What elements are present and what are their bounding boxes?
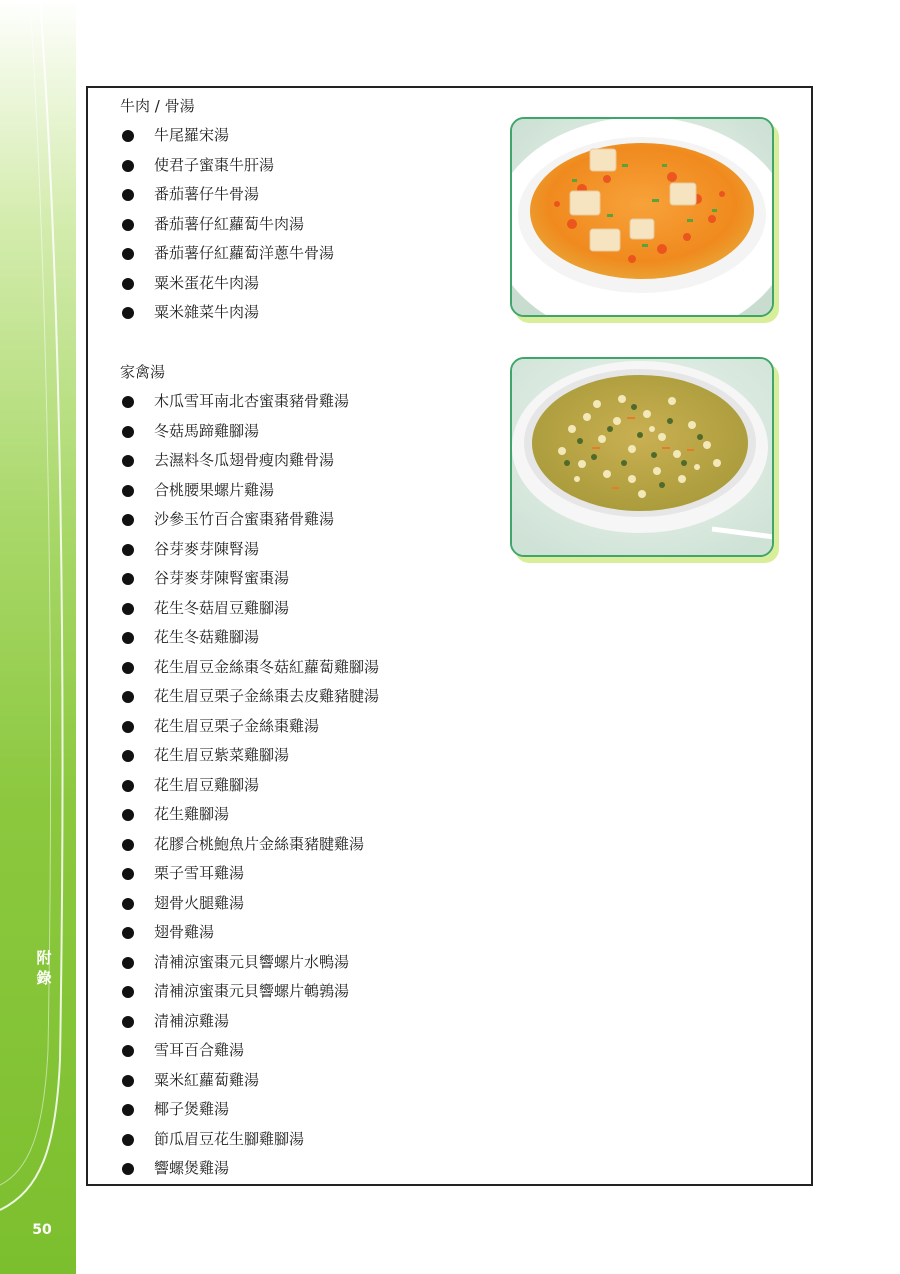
bullet-icon: [122, 1134, 134, 1146]
list-item: [120, 948, 379, 978]
soup-name: 花生眉豆栗子金絲棗雞湯: [154, 716, 320, 735]
bullet-icon: [122, 603, 134, 615]
soup-name: 節瓜眉豆花生腳雞腳湯: [154, 1129, 305, 1148]
soup-name: 花生冬菇眉豆雞腳湯: [154, 598, 290, 617]
soup-name: 谷芽麥芽陳腎蜜棗湯: [154, 569, 290, 587]
list-item: [120, 623, 379, 653]
bullet-icon: [122, 1163, 134, 1175]
list-item: [120, 269, 334, 299]
list-item: [120, 889, 379, 919]
soup-name: 花生冬菇雞腳湯: [154, 628, 260, 646]
list-item: [120, 505, 379, 535]
soup-name: 木瓜雪耳南北杏蜜棗豬骨雞湯: [154, 392, 350, 410]
list-item: [120, 594, 379, 624]
section-poultry-soup: [120, 357, 379, 1184]
bullet-icon: [122, 307, 134, 319]
list-item: [120, 712, 379, 742]
bullet-icon: [122, 927, 134, 939]
bullet-icon: [122, 1075, 134, 1087]
bullet-icon: [122, 514, 134, 526]
bullet-icon: [122, 691, 134, 703]
section-beef-bone-soup: [120, 91, 334, 328]
list-item: [120, 830, 379, 860]
soup-name: 粟米雜菜牛肉湯: [154, 303, 260, 321]
pasta-soup-photo: [510, 357, 774, 557]
bullet-icon: [122, 1045, 134, 1057]
list-item: [120, 564, 379, 594]
list-item: [120, 771, 379, 801]
bullet-icon: [122, 986, 134, 998]
page-number: 50: [32, 1222, 52, 1238]
section-heading: 牛肉 / 骨湯: [120, 97, 195, 115]
bullet-icon: [122, 809, 134, 821]
appendix-char: 附: [36, 949, 52, 967]
soup-name: 椰子煲雞湯: [154, 1100, 230, 1118]
soup-name: 粟米蛋花牛肉湯: [154, 273, 260, 292]
bullet-icon: [122, 130, 134, 142]
list-item: [120, 151, 334, 181]
bullet-icon: [122, 1104, 134, 1116]
bullet-icon: [122, 839, 134, 851]
bullet-icon: [122, 1016, 134, 1028]
bullet-icon: [122, 485, 134, 497]
soup-name: 清補涼雞湯: [154, 1011, 230, 1030]
bullet-icon: [122, 721, 134, 733]
list-item: [120, 800, 379, 830]
list-item: [120, 653, 379, 683]
bullet-icon: [122, 957, 134, 969]
soup-list: [120, 387, 379, 1184]
list-item: [120, 298, 334, 328]
bullet-icon: [122, 426, 134, 438]
soup-name: 翅骨火腿雞湯: [154, 893, 245, 912]
soup-name: 番茄薯仔紅蘿蔔洋蔥牛骨湯: [154, 244, 335, 262]
bullet-icon: [122, 189, 134, 201]
soup-name: 花生眉豆金絲棗冬菇紅蘿蔔雞腳湯: [154, 657, 380, 676]
soup-name: 番茄薯仔牛骨湯: [154, 185, 260, 203]
list-item: [120, 741, 379, 771]
soup-name: 清補涼蜜棗元貝響螺片水鴨湯: [154, 952, 350, 971]
list-item: [120, 1036, 379, 1066]
list-item: [120, 446, 379, 476]
bullet-icon: [122, 544, 134, 556]
list-item: [120, 682, 379, 712]
bullet-icon: [122, 278, 134, 290]
list-item: [120, 180, 334, 210]
soup-name: 花膠合桃鮑魚片金絲棗豬腱雞湯: [154, 834, 365, 853]
sidebar-curve-decoration: [0, 0, 76, 1274]
content-frame: [86, 86, 813, 1186]
bullet-icon: [122, 455, 134, 467]
soup-name: 翅骨雞湯: [154, 923, 215, 941]
sidebar-band: [0, 0, 76, 1274]
appendix-char: 錄: [36, 969, 52, 987]
appendix-label: [33, 948, 55, 988]
bullet-icon: [122, 662, 134, 674]
soup-name: 使君子蜜棗牛肝湯: [154, 155, 275, 174]
soup-name: 谷芽麥芽陳腎湯: [154, 539, 260, 558]
soup-list: [120, 121, 334, 328]
tomato-soup-image: [512, 119, 772, 315]
bullet-icon: [122, 750, 134, 762]
bullet-icon: [122, 248, 134, 260]
soup-name: 冬菇馬蹄雞腳湯: [154, 421, 260, 440]
soup-name: 沙參玉竹百合蜜棗豬骨雞湯: [154, 510, 335, 528]
list-item: [120, 859, 379, 889]
soup-name: 花生眉豆雞腳湯: [154, 775, 260, 794]
bullet-icon: [122, 219, 134, 231]
soup-name: 去濕料冬瓜翅骨瘦肉雞骨湯: [154, 451, 335, 469]
soup-name: 雪耳百合雞湯: [154, 1041, 245, 1059]
soup-name: 花生眉豆紫菜雞腳湯: [154, 746, 290, 764]
list-item: [120, 918, 379, 948]
bullet-icon: [122, 868, 134, 880]
list-item: [120, 1154, 379, 1184]
list-item: [120, 1066, 379, 1096]
list-item: [120, 239, 334, 269]
bullet-icon: [122, 780, 134, 792]
soup-name: 粟米紅蘿蔔雞湯: [154, 1070, 260, 1089]
soup-name: 清補涼蜜棗元貝響螺片鵪鶉湯: [154, 982, 350, 1000]
soup-name: 響螺煲雞湯: [154, 1159, 230, 1177]
bullet-icon: [122, 396, 134, 408]
section-heading: 家禽湯: [120, 363, 166, 381]
soup-name: 花生雞腳湯: [154, 805, 230, 823]
soup-name: 牛尾羅宋湯: [154, 126, 230, 144]
list-item: [120, 417, 379, 447]
bullet-icon: [122, 898, 134, 910]
soup-name: 番茄薯仔紅蘿蔔牛肉湯: [154, 214, 305, 233]
list-item: [120, 1095, 379, 1125]
list-item: [120, 535, 379, 565]
tomato-soup-photo: [510, 117, 774, 317]
list-item: [120, 977, 379, 1007]
list-item: [120, 1007, 379, 1037]
bullet-icon: [122, 573, 134, 585]
list-item: [120, 121, 334, 151]
list-item: [120, 476, 379, 506]
list-item: [120, 1125, 379, 1155]
soup-name: 栗子雪耳雞湯: [154, 864, 245, 882]
list-item: [120, 387, 379, 417]
list-item: [120, 210, 334, 240]
soup-name: 花生眉豆栗子金絲棗去皮雞豬腱湯: [154, 687, 380, 705]
soup-name: 合桃腰果螺片雞湯: [154, 480, 275, 499]
pasta-soup-image: [512, 359, 772, 555]
bullet-icon: [122, 632, 134, 644]
bullet-icon: [122, 160, 134, 172]
